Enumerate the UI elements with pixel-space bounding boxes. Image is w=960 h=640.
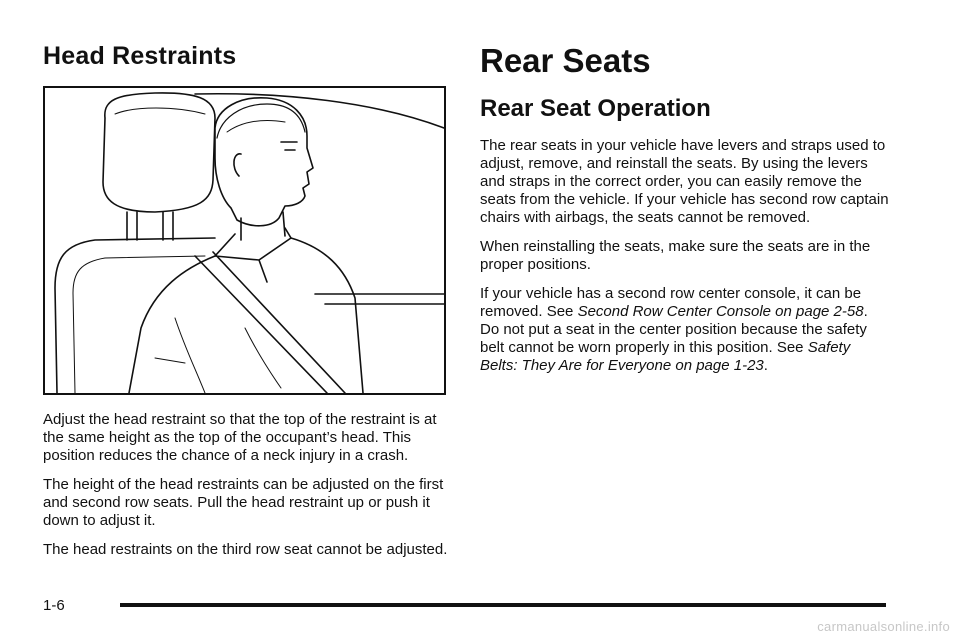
window-line: [195, 94, 444, 128]
rear-seats-heading: Rear Seats: [480, 42, 651, 79]
cross-reference-link[interactable]: Second Row Center Console on page 2-58: [577, 303, 864, 320]
head-restraint-illustration: [43, 86, 446, 395]
right-column-text: [480, 137, 890, 386]
text-span: . Do not put a seat in the center position because the safety belt cannot be worn properly in this position. See: [480, 303, 868, 356]
paragraph: When reinstalling the seats, make sure the seats are in the proper positions.: [480, 238, 871, 273]
watermark: carmanualsonline.info: [817, 619, 950, 634]
door-panel-line: [315, 294, 444, 304]
paragraph: The rear seats in your vehicle have levers and straps used to adjust, remove, and reinstall the seats. By using the levers and straps in the correct order, you can easily remove the seats from the vehicle. If your vehicle has second row captain chairs with airbags, the seats cannot be removed.: [480, 137, 889, 226]
footer-rule: [120, 603, 886, 607]
paragraph: The height of the head restraints can be adjusted on the first and second row seats. Pull the head restraint up or push it down to adjust it.: [43, 476, 444, 529]
paragraph: Adjust the head restraint so that the top of the restraint is at the same height as the top of the occupant’s head. This position reduces the chance of a neck injury in a crash.: [43, 411, 437, 464]
text-span: .: [763, 357, 768, 374]
cross-reference-link[interactable]: Safety Belts: They Are for Everyone on page 1-23: [480, 339, 851, 374]
headrest-posts: [127, 212, 173, 240]
headrest: [103, 93, 215, 212]
paragraph: The head restraints on the third row seat cannot be adjusted.: [43, 541, 448, 558]
head-restraints-heading: Head Restraints: [43, 42, 237, 70]
occupant-ear: [234, 154, 241, 176]
rear-seat-operation-heading: Rear Seat Operation: [480, 95, 711, 122]
shirt-collar: [215, 228, 291, 282]
text-span: If your vehicle has a second row center console, it can be removed. See: [480, 285, 862, 320]
seat-back: [55, 238, 215, 393]
paragraph: [480, 285, 890, 375]
occupant-torso: [129, 256, 215, 393]
page-number: 1-6: [43, 597, 65, 614]
left-column-text: [43, 411, 448, 570]
